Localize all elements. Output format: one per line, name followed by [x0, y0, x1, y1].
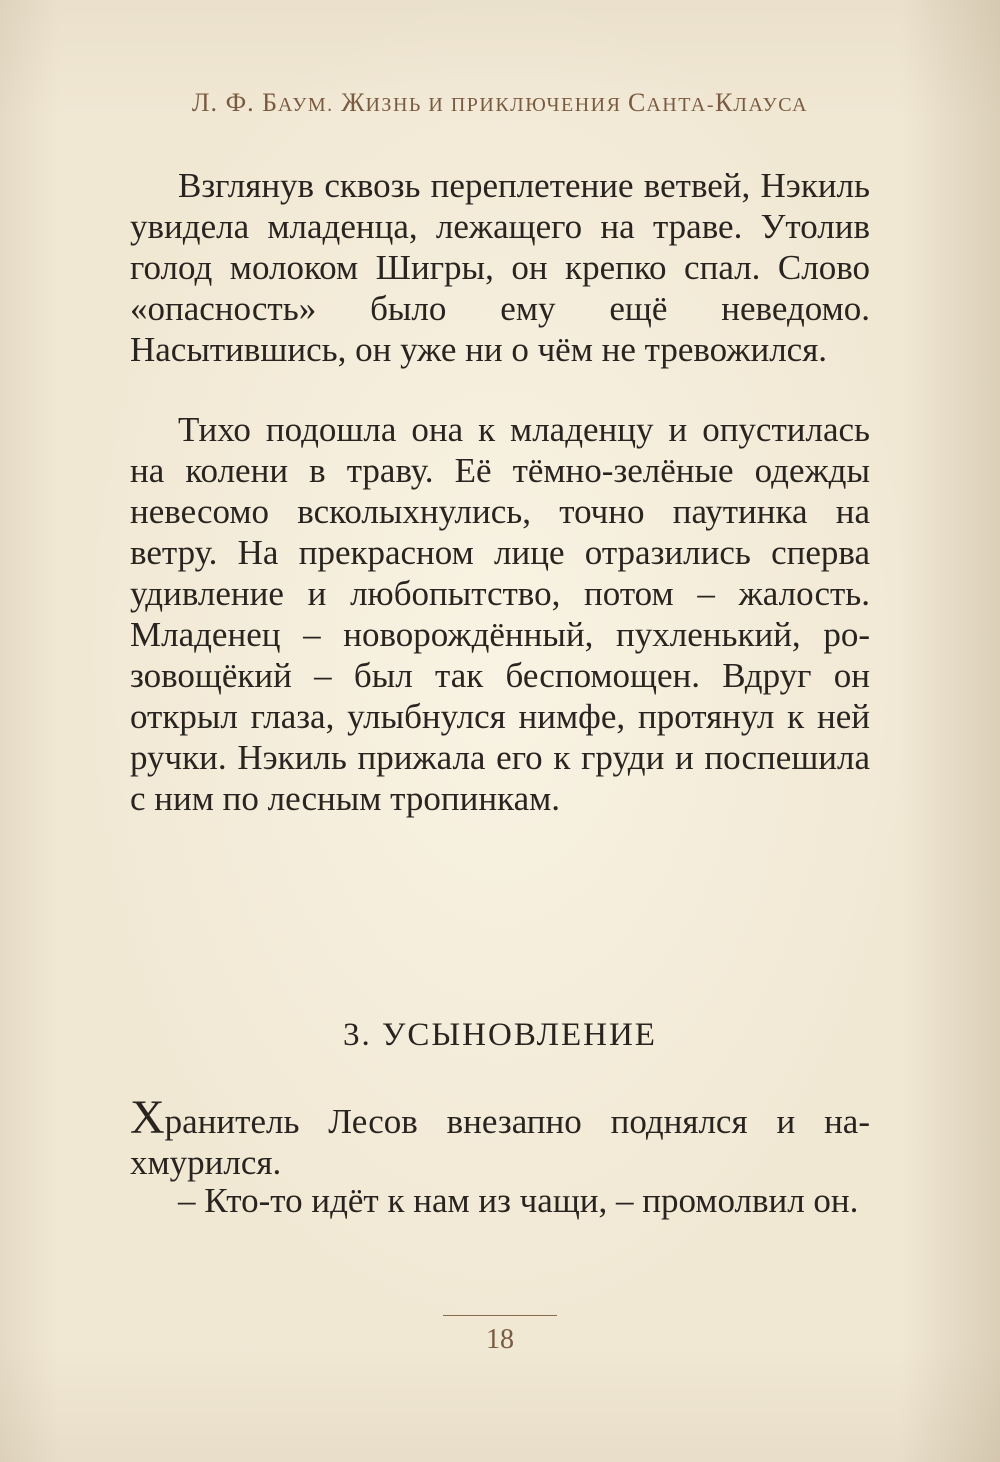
running-head-part: ЛАУСА	[733, 94, 809, 116]
running-head-part: Ж	[341, 88, 366, 117]
drop-cap: Х	[130, 1091, 165, 1144]
page-number: 18	[486, 1324, 514, 1355]
opening-paragraph-text: ранитель Лесов внезапно поднялся и нахмурился.	[130, 1102, 870, 1182]
running-head-part	[255, 88, 263, 117]
paragraph-2: Тихо подошла она к младенцу и опустилась на колени в траву. Её тёмно-зелёные одежды невесомо всколыхнулись, точно паутинка на ветру. На прекрасном лице отразились сперва удивление и любопытство, потом – жалость. Младенец – новорождённый, пухленький, розовощёкий – был так беспомощен. Вдруг он открыл глаза, улыбнулся нимфе, протянул к ней ручки. Нэкиль прижала его к груди и поспешила с ним по лесным тропинкам.	[130, 410, 870, 818]
running-head	[0, 88, 1000, 118]
text-block-top	[130, 165, 870, 370]
running-head-part: С	[627, 88, 647, 117]
dialogue-block	[130, 1180, 870, 1221]
running-head-part: Б	[262, 88, 279, 117]
text-block-middle	[130, 409, 870, 819]
paragraph-1: Взглянув сквозь переплетение ветвей, Нэкиль увидела младенца, лежащего на траве. Утолив голод молоком Шигры, он крепко спал. Слово «опасность» было ему ещё неведомо. Насытившись, он уже ни о чём не тревожился.	[130, 166, 870, 369]
running-head-part: Л.	[191, 88, 219, 117]
running-head-part: АУМ.	[278, 94, 334, 116]
running-head-part: К	[715, 88, 734, 117]
chapter-opening	[130, 1091, 870, 1183]
running-head-part: ИЗНЬ И ПРИКЛЮЧЕНИЯ	[365, 94, 628, 116]
chapter-title: 3. УСЫНОВЛЕНИЕ	[343, 1017, 657, 1053]
running-head-part	[218, 88, 226, 117]
running-head-part: АНТА-	[646, 94, 716, 116]
dialogue-line: – Кто-то идёт к нам из чащи, – промолвил он.	[178, 1181, 859, 1220]
footer-rule	[443, 1315, 557, 1316]
running-head-part: Ф.	[225, 88, 255, 117]
opening-paragraph	[130, 1091, 870, 1183]
